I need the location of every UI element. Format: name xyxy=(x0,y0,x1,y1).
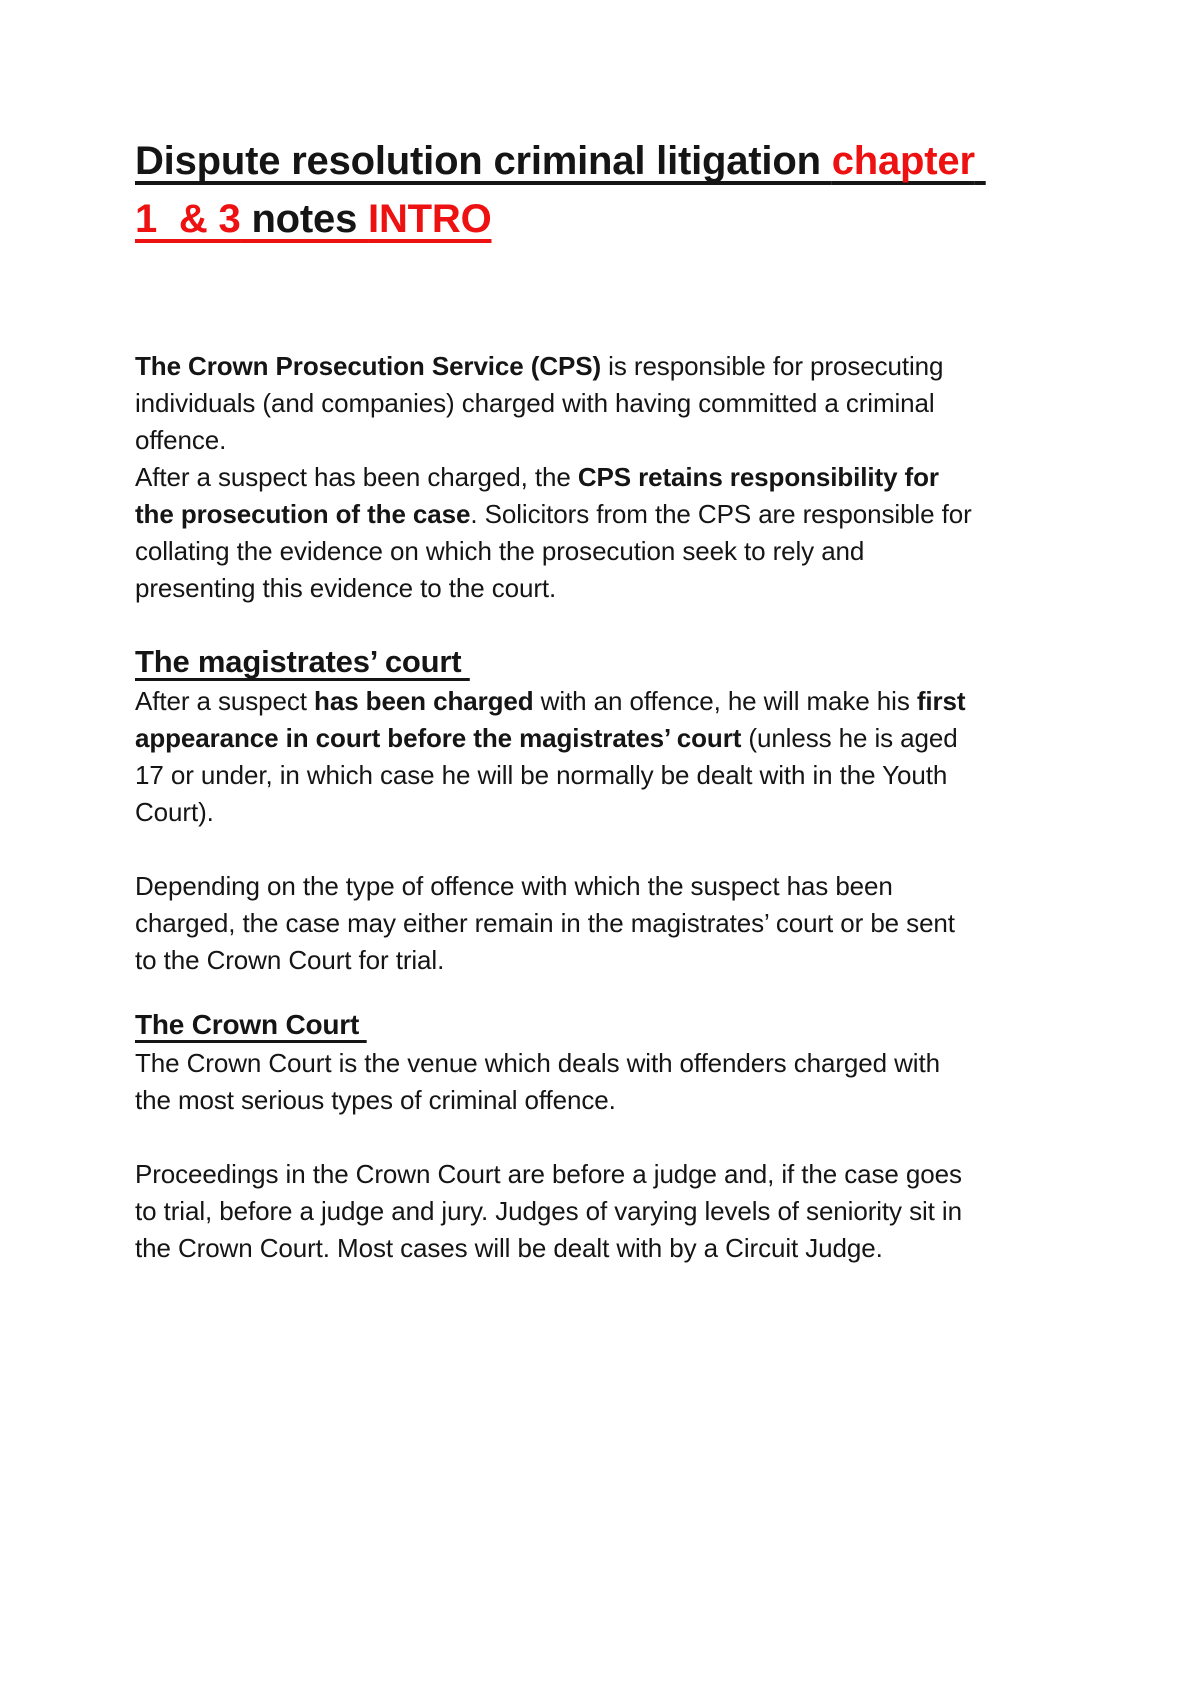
title-line-2 xyxy=(135,190,980,248)
title-text-notes: notes xyxy=(240,197,369,241)
magistrates-paragraph-2 xyxy=(135,868,980,979)
text-run: (unless he is aged 17 or under, in which case he will be normally be dealt with in the Youth Court). xyxy=(135,723,965,827)
title-text-red-chapter: chapter xyxy=(831,139,986,183)
text-run-bold: CPS retains responsibility for the prosecution of the case xyxy=(135,462,947,529)
title-text-black: Dispute resolution criminal litigation xyxy=(135,139,832,183)
heading-crown-court xyxy=(135,1005,980,1045)
text-run: After a suspect xyxy=(135,686,315,716)
crown-paragraph-1 xyxy=(135,1045,980,1119)
title-text-red-intro: INTRO xyxy=(368,197,492,241)
magistrates-paragraph-1 xyxy=(135,683,980,831)
page-title xyxy=(135,132,986,248)
title-text-red-numbers: 1 & 3 xyxy=(135,197,241,241)
text-run-bold: has been charged xyxy=(314,686,534,716)
heading-text: The Crown Court xyxy=(135,1009,367,1040)
crown-paragraph-2 xyxy=(135,1156,980,1267)
text-run: with an offence, he will make his xyxy=(533,686,917,716)
text-run: Proceedings in the Crown Court are before a judge and, if the case goes to trial, before a judge and jury. Judges of varying levels of seniority sit in the Crown Court. Most cases will be dealt with by a Circuit Judge. xyxy=(135,1159,970,1263)
intro-paragraph-1 xyxy=(135,348,980,459)
title-line-1 xyxy=(135,132,986,190)
heading-text: The magistrates’ court xyxy=(135,644,470,679)
intro-paragraph-2 xyxy=(135,459,980,607)
text-run: Depending on the type of offence with which the suspect has been charged, the case may either remain in the magistrates’ court or be sent to the Crown Court for trial. xyxy=(135,871,963,975)
text-run-bold: first appearance in court before the magistrates’ court xyxy=(135,686,973,753)
text-run: The Crown Court is the venue which deals with offenders charged with the most serious types of criminal offence. xyxy=(135,1048,948,1115)
text-run: is responsible for prosecuting individuals (and companies) charged with having committed a criminal offence. xyxy=(135,351,951,455)
text-run: . Solicitors from the CPS are responsible for collating the evidence on which the prosecution seek to rely and presenting this evidence to the court. xyxy=(135,499,979,603)
heading-magistrates-court xyxy=(135,641,980,683)
text-run: After a suspect has been charged, the xyxy=(135,462,578,492)
text-run-bold: The Crown Prosecution Service (CPS) xyxy=(135,351,602,381)
